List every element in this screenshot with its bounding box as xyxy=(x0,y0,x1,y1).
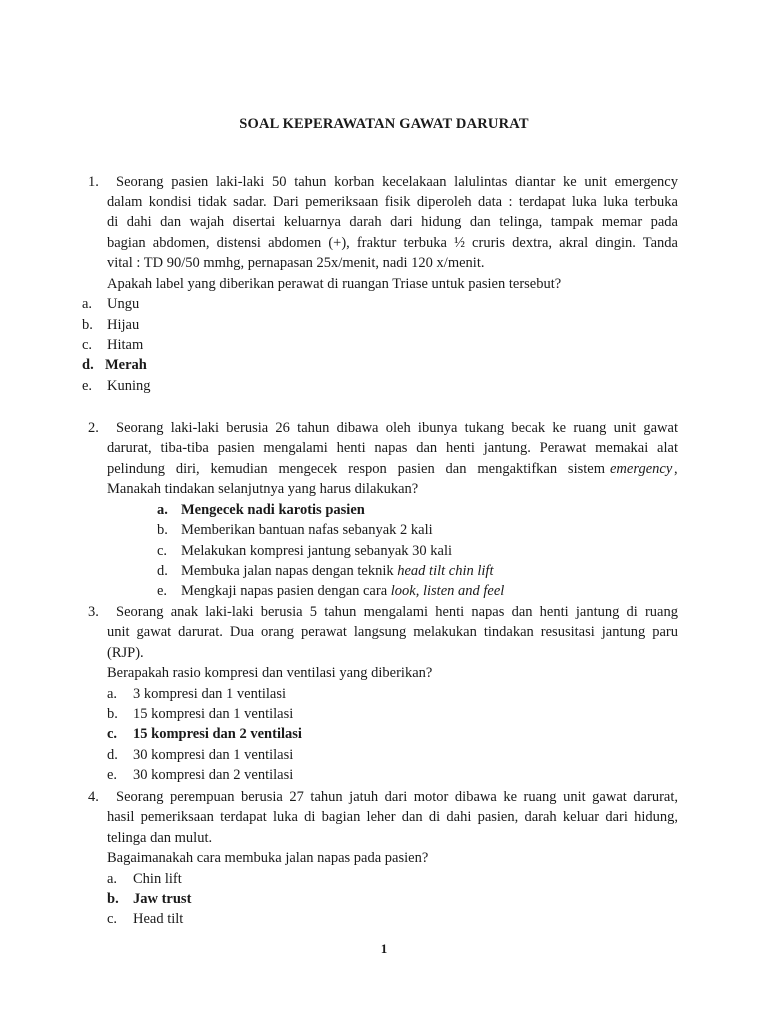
option-text: 3 kompresi dan 1 ventilasi xyxy=(133,686,287,702)
question-prompt: Bagaimanakah cara membuka jalan napas pada pasien? xyxy=(107,850,429,866)
option-letter: d. xyxy=(157,563,168,579)
option-text-answer: Jaw trust xyxy=(133,891,192,907)
option-letter: b. xyxy=(107,706,118,722)
question-text-line: dalam kondisi tidak sadar. Dari pemeriksaan fisik diperoleh data : terdapat luka luka terbuka xyxy=(107,194,678,210)
option-letter: e. xyxy=(82,378,93,394)
option-text: 15 kompresi dan 1 ventilasi xyxy=(133,706,294,722)
option-text: Melakukan kompresi jantung sebanyak 30 kali xyxy=(181,543,453,559)
option-text-plain: Membuka jalan napas dengan teknik xyxy=(181,563,398,579)
page-title: SOAL KEPERAWATAN GAWAT DARURAT xyxy=(239,116,529,132)
option-text: 30 kompresi dan 2 ventilasi xyxy=(133,767,294,783)
question-prompt: Berapakah rasio kompresi dan ventilasi yang diberikan? xyxy=(107,665,433,681)
option-letter: b. xyxy=(157,522,168,538)
question-text-line: vital : TD 90/50 mmhg, pernapasan 25x/menit, nadi 120 x/menit. xyxy=(107,255,485,271)
option-letter-answer: c. xyxy=(107,726,118,742)
question-prompt: Manakah tindakan selanjutnya yang harus dilakukan? xyxy=(107,481,419,497)
option-letter: a. xyxy=(82,296,93,312)
option-text xyxy=(181,581,504,601)
question-text-line: Seorang pasien laki-laki 50 tahun korban kecelakaan lalulintas diantar ke unit emergency xyxy=(116,174,678,190)
option-letter-answer: b. xyxy=(107,891,119,907)
option-letter: d. xyxy=(107,747,118,763)
option-text-answer: Merah xyxy=(105,357,147,373)
option-letter: a. xyxy=(107,686,118,702)
question-text-line: darurat, tiba-tiba pasien mengalami henti napas dan henti jantung. Perawat memakai alat xyxy=(107,440,678,456)
option-text-italic: head tilt chin lift xyxy=(397,563,494,579)
question-text-line: hasil pemeriksaan terdapat luka di bagian leher dan di dahi pasien, darah keluar dari hidung, xyxy=(107,809,678,825)
question-text-line: (RJP). xyxy=(107,645,144,661)
question-number: 2. xyxy=(88,420,99,436)
option-text: Head tilt xyxy=(133,911,184,927)
question-text-line: Seorang laki-laki berusia 26 tahun dibawa oleh ibunya tukang becak ke ruang unit gawat xyxy=(116,420,678,436)
option-text: Hitam xyxy=(107,337,144,353)
question-text-line: pelindung diri, kemudian mengecek respon pasien dan mengaktifkan sistem xyxy=(107,461,605,477)
option-text: 30 kompresi dan 1 ventilasi xyxy=(133,747,294,763)
question-number: 3. xyxy=(88,604,99,620)
option-text-plain: Mengkaji napas pasien dengan cara xyxy=(181,583,391,599)
option-text xyxy=(181,561,494,581)
option-letter: c. xyxy=(82,337,93,353)
option-letter-answer: a. xyxy=(157,502,168,518)
option-letter: a. xyxy=(107,871,118,887)
option-text: Memberikan bantuan nafas sebanyak 2 kali xyxy=(181,522,433,538)
question-prompt: Apakah label yang diberikan perawat di ruangan Triase untuk pasien tersebut? xyxy=(107,276,562,292)
option-text: Kuning xyxy=(107,378,151,394)
option-text: Ungu xyxy=(107,296,140,312)
option-letter-answer: d. xyxy=(82,357,94,373)
question-number: 4. xyxy=(88,789,99,805)
option-text-answer: Mengecek nadi karotis pasien xyxy=(181,502,365,518)
question-text-line: telinga dan mulut. xyxy=(107,830,213,846)
option-letter: c. xyxy=(157,543,168,559)
option-text-answer: 15 kompresi dan 2 ventilasi xyxy=(133,726,302,742)
option-text: Chin lift xyxy=(133,871,182,887)
question-text-line: Seorang anak laki-laki berusia 5 tahun mengalami henti napas dan henti jantung di ruang xyxy=(116,604,678,620)
question-text-line: unit gawat darurat. Dua orang perawat langsung melakukan tindakan resusitasi jantung paru xyxy=(107,624,678,640)
option-letter: e. xyxy=(107,767,118,783)
question-text-line: Seorang perempuan berusia 27 tahun jatuh dari motor dibawa ke ruang unit gawat darurat, xyxy=(116,789,678,805)
question-text-italic: emergency xyxy=(610,461,673,477)
question-text-line: bagian abdomen, distensi abdomen (+), fraktur terbuka ½ cruris dextra, akral dingin. Tanda xyxy=(107,235,678,251)
question-number: 1. xyxy=(88,174,99,190)
option-letter: b. xyxy=(82,317,93,333)
option-text: Hijau xyxy=(107,317,140,333)
page-number: 1 xyxy=(380,941,388,956)
option-letter: e. xyxy=(157,583,168,599)
option-letter: c. xyxy=(107,911,118,927)
question-text-line: di dahi dan wajah disertai keluarnya darah dari hidung dan telinga, tampak memar pada xyxy=(107,214,678,230)
option-text-italic: look, listen and feel xyxy=(390,583,505,599)
question-text-punct: , xyxy=(674,461,678,477)
